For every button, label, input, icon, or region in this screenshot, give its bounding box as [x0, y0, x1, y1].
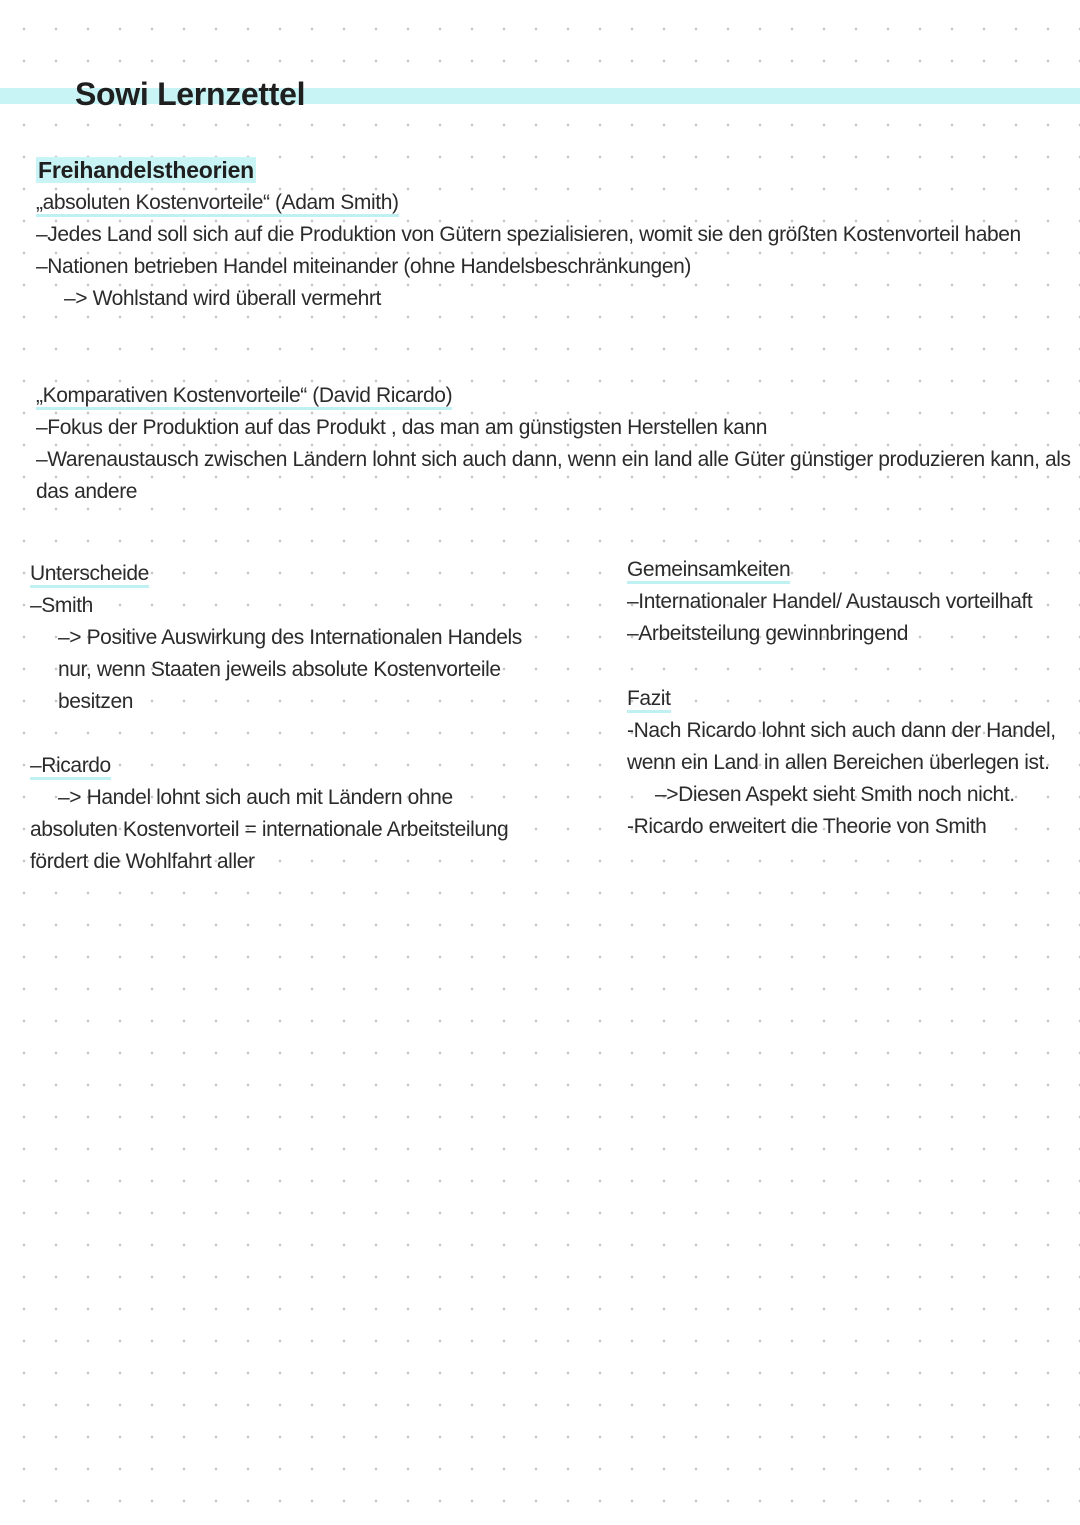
differences-heading: Unterscheide	[30, 558, 149, 590]
conclusion-line: –>Diesen Aspekt sieht Smith noch nicht.	[655, 783, 1015, 806]
conclusion-line: -Nach Ricardo lohnt sich auch dann der Handel,	[627, 719, 1056, 742]
smith-point: –Jedes Land soll sich auf die Produktion von Gütern spezialisieren, womit sie den größten Kostenvorteil haben	[36, 223, 1021, 246]
differences-smith-line: nur, wenn Staaten jeweils absolute Kostenvorteile	[58, 658, 501, 681]
commonalities-heading: Gemeinsamkeiten	[627, 554, 790, 586]
differences-ricardo-line: absoluten Kostenvorteil = internationale Arbeitsteilung	[30, 818, 509, 841]
ricardo-point: –Fokus der Produktion auf das Produkt , das man am günstigsten Herstellen kann	[36, 416, 768, 439]
page-title: Sowi Lernzettel	[75, 76, 306, 112]
commonalities-line: –Internationaler Handel/ Austausch vorteilhaft	[627, 590, 1033, 613]
conclusion-heading: Fazit	[627, 683, 671, 715]
differences-smith-label: –Smith	[30, 594, 93, 617]
ricardo-point: –Warenaustausch zwischen Ländern lohnt sich auch dann, wenn ein land alle Güter günstiger produzieren kann, als	[36, 448, 1071, 471]
section-heading-text: Freihandelstheorien	[38, 157, 255, 183]
differences-ricardo-line: fördert die Wohlfahrt aller	[30, 850, 255, 873]
differences-ricardo-label: –Ricardo	[30, 750, 111, 782]
conclusion-line: -Ricardo erweitert die Theorie von Smith	[627, 815, 987, 838]
differences-smith-line: –> Positive Auswirkung des Internationalen Handels	[58, 626, 522, 649]
ricardo-theory-title: „Komparativen Kostenvorteile“ (David Ricardo)	[36, 380, 452, 412]
ricardo-point: das andere	[36, 480, 138, 503]
differences-smith-line: besitzen	[58, 690, 134, 713]
section-heading	[36, 154, 256, 186]
differences-ricardo-line: –> Handel lohnt sich auch mit Ländern ohne	[58, 786, 453, 809]
conclusion-line: wenn ein Land in allen Bereichen überlegen ist.	[627, 751, 1050, 774]
commonalities-line: –Arbeitsteilung gewinnbringend	[627, 622, 909, 645]
smith-theory-title: „absoluten Kostenvorteile“ (Adam Smith)	[36, 187, 399, 219]
smith-point: –Nationen betrieben Handel miteinander (ohne Handelsbeschränkungen)	[36, 255, 691, 278]
smith-point: –> Wohlstand wird überall vermehrt	[64, 287, 381, 310]
